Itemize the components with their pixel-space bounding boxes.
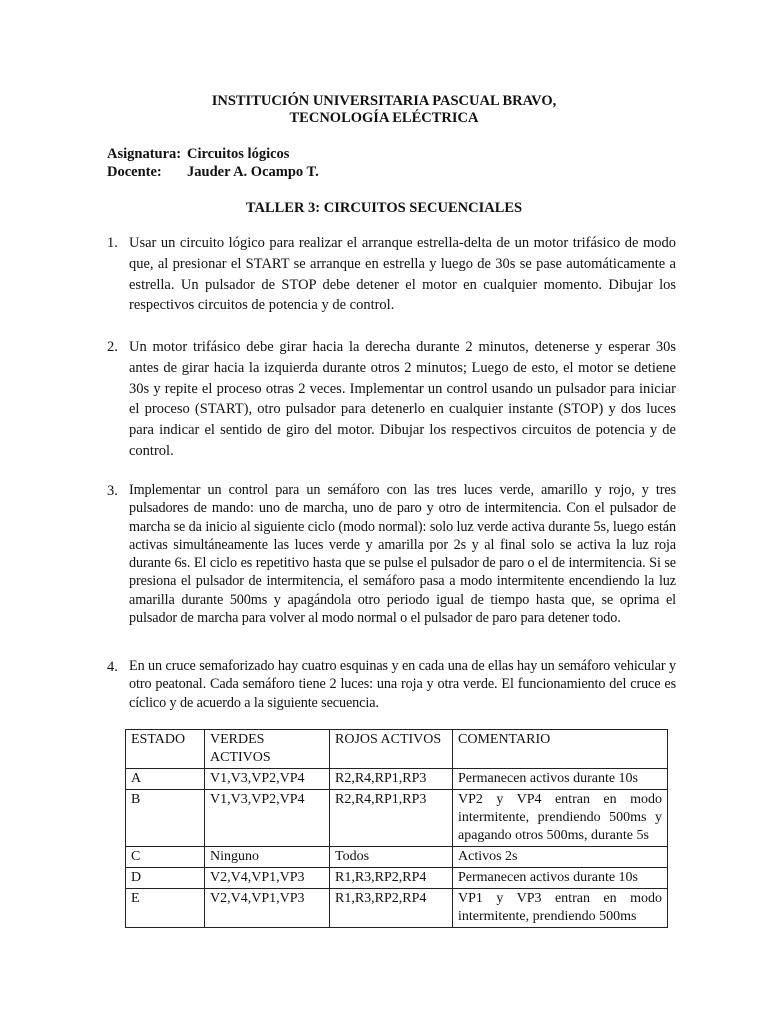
teacher-label: Docente: bbox=[107, 164, 162, 180]
subject-value: Circuitos lógicos bbox=[187, 146, 290, 162]
table-cell: V1,V3,VP2,VP4 bbox=[205, 790, 330, 847]
item-number: 3. bbox=[107, 483, 118, 499]
table-cell: Permanecen activos durante 10s bbox=[453, 769, 668, 790]
table-row bbox=[126, 769, 668, 790]
teacher-line bbox=[107, 164, 319, 181]
program-title: TECNOLOGÍA ELÉCTRICA bbox=[289, 110, 479, 126]
table-cell: C bbox=[126, 847, 205, 868]
table-cell: VP1 y VP3 entran en modo intermitente, prendiendo 500ms bbox=[453, 889, 668, 928]
state-table bbox=[125, 729, 668, 928]
header-cell: ESTADO bbox=[126, 730, 205, 769]
table-cell: V2,V4,VP1,VP3 bbox=[205, 868, 330, 889]
item-number: 1. bbox=[107, 235, 118, 251]
table-cell: VP2 y VP4 entran en modo intermitente, prendiendo 500ms y apagando otros 500ms, durante 5s bbox=[453, 790, 668, 847]
table-cell: A bbox=[126, 769, 205, 790]
item-text: Usar un circuito lógico para realizar el arranque estrella-delta de un motor trifásico de modo que, al presionar el START se arranque en estrella y luego de 30s se pase automáticamente a estrella. Un pulsador de STOP debe detener el motor en cualquier momento. Dibujar los respectivos circuitos de potencia y de control. bbox=[129, 235, 676, 314]
table-row bbox=[126, 847, 668, 868]
subject-line bbox=[107, 146, 289, 163]
item-text: Implementar un control para un semáforo con las tres luces verde, amarillo y rojo, y tres pulsadores de mando: uno de marcha, uno de paro y otro de intermitencia. Con el pulsador de marcha se da inicio al siguiente ciclo (modo normal): solo luz verde activa durante 5s, luego están activas simultáneamente las luces verde y amarilla por 2s y al final solo se activa la luz roja durante 6s. El ciclo es repetitivo hasta que se pulse el pulsador de paro o el de intermitencia. Si se presiona el pulsador de intermitencia, el semáforo pasa a modo intermitente encendiendo la luz amarilla durante 500ms y apagándola otro periodo igual de tiempo hasta que, se oprima el pulsador de marcha para volver al modo normal o el pulsador de paro para detener todo. bbox=[129, 482, 676, 627]
table-cell: V2,V4,VP1,VP3 bbox=[205, 889, 330, 928]
table-cell: R2,R4,RP1,RP3 bbox=[330, 769, 453, 790]
teacher-value: Jauder A. Ocampo T. bbox=[187, 164, 319, 180]
table-cell: Permanecen activos durante 10s bbox=[453, 868, 668, 889]
table-cell: E bbox=[126, 889, 205, 928]
table-row bbox=[126, 790, 668, 847]
table-cell: R2,R4,RP1,RP3 bbox=[330, 790, 453, 847]
header-cell: ROJOS ACTIVOS bbox=[330, 730, 453, 769]
table-cell: Ninguno bbox=[205, 847, 330, 868]
table-cell: R1,R3,RP2,RP4 bbox=[330, 889, 453, 928]
table-cell: D bbox=[126, 868, 205, 889]
item-number: 2. bbox=[107, 339, 118, 355]
table-cell: R1,R3,RP2,RP4 bbox=[330, 868, 453, 889]
table-cell: V1,V3,VP2,VP4 bbox=[205, 769, 330, 790]
table-row bbox=[126, 889, 668, 928]
subject-label: Asignatura: bbox=[107, 146, 182, 162]
table-row bbox=[126, 868, 668, 889]
table-cell: Activos 2s bbox=[453, 847, 668, 868]
item-text: En un cruce semaforizado hay cuatro esquinas y en cada una de ellas hay un semáforo vehicular y otro peatonal. Cada semáforo tiene 2 luces: una roja y otra verde. El funcionamiento del cruce es cíclico y de acuerdo a la siguiente secuencia. bbox=[129, 658, 676, 711]
table-header-row bbox=[126, 730, 668, 769]
institution-title: INSTITUCIÓN UNIVERSITARIA PASCUAL BRAVO, bbox=[211, 93, 557, 109]
table-cell: Todos bbox=[330, 847, 453, 868]
workshop-title: TALLER 3: CIRCUITOS SECUENCIALES bbox=[245, 200, 523, 216]
item-text: Un motor trifásico debe girar hacia la derecha durante 2 minutos, detenerse y esperar 30s antes de girar hacia la izquierda durante otros 2 minutos; Luego de esto, el motor se detiene 30s y repite el proceso otras 2 veces. Implementar un control usando un pulsador para iniciar el proceso (START), otro pulsador para detenerlo en cualquier instante (STOP) y dos luces para indicar el sentido de giro del motor. Dibujar los respectivos circuitos de potencia y de control. bbox=[129, 339, 676, 459]
table-cell: B bbox=[126, 790, 205, 847]
item-number: 4. bbox=[107, 659, 118, 675]
header-cell: VERDES ACTIVOS bbox=[205, 730, 330, 769]
header-cell: COMENTARIO bbox=[453, 730, 668, 769]
